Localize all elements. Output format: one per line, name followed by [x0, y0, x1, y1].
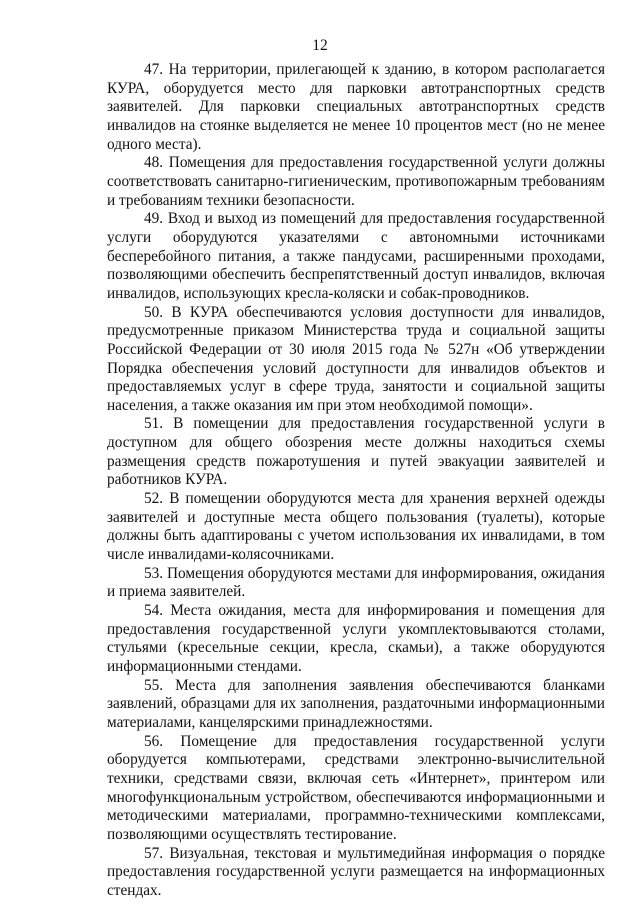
paragraph-47: 47. На территории, прилегающей к зданию, в котором располагается КУРА, оборудуется место для парковки автотранспортных средств заявителей. Для парковки специальных автотранспортных средств инвалидов на стоянке выделяется не менее 10 процентов мест (но не менее одного места). — [107, 61, 605, 153]
paragraph-48: 48. Помещения для предоставления государственной услуги должны соответствовать санитарно-гигиеническим, противопожарным требованиям и требованиям техники безопасности. — [107, 154, 605, 209]
paragraph-57: 57. Визуальная, текстовая и мультимедийная информация о порядке предоставления государственной услуги размещается на информационных стендах. — [107, 844, 605, 899]
document-body — [107, 61, 605, 901]
paragraph-50: 50. В КУРА обеспечиваются условия доступности для инвалидов, предусмотренные приказом Министерства труда и социальной защиты Российской Федерации от 30 июля 2015 года № 527н «Об утверждении Порядка обеспечения условий доступности для инвалидов объектов и предоставляемых услуг в сфере труда, занятости и социальной защиты населения, а также оказания им при этом необходимой помощи». — [107, 303, 605, 414]
paragraph-55: 55. Места для заполнения заявления обеспечиваются бланками заявлений, образцами для их заполнения, раздаточными информационными материалами, канцелярскими принадлежностями. — [107, 676, 605, 731]
paragraph-52: 52. В помещении оборудуются места для хранения верхней одежды заявителей и доступные места общего пользования (туалеты), которые должны быть адаптированы с учетом использования их инвалидами, в том числе инвалидами-колясочниками. — [107, 490, 605, 564]
paragraph-51: 51. В помещении для предоставления государственной услуги в доступном для общего обозрения месте должны находиться схемы размещения средств пожаротушения и путей эвакуации заявителей и работников КУРА. — [107, 415, 605, 489]
paragraph-56: 56. Помещение для предоставления государственной услуги оборудуется компьютерами, средствами электронно-вычислительной техники, средствами связи, включая сеть «Интернет», принтером или многофункциональным устройством, обеспечиваются информационными и методическими материалами, программно-техническими комплексами, позволяющими осуществлять тестирование. — [107, 732, 605, 843]
paragraph-49: 49. Вход и выход из помещений для предоставления государственной услуги оборудуются указателями с автономными источниками бесперебойного питания, а также пандусами, расширенными проходами, позволяющими обеспечить беспрепятственный доступ инвалидов, включая инвалидов, использующих кресла-коляски и собак-проводников. — [107, 210, 605, 302]
paragraph-53: 53. Помещения оборудуются местами для информирования, ожидания и приема заявителей. — [107, 564, 605, 601]
page-number: 12 — [312, 37, 328, 54]
paragraph-54: 54. Места ожидания, места для информирования и помещения для предоставления государственной услуги укомплектовываются столами, стульями (кресельные секции, кресла, скамьи), а также оборудуются информационными стендами. — [107, 602, 605, 675]
